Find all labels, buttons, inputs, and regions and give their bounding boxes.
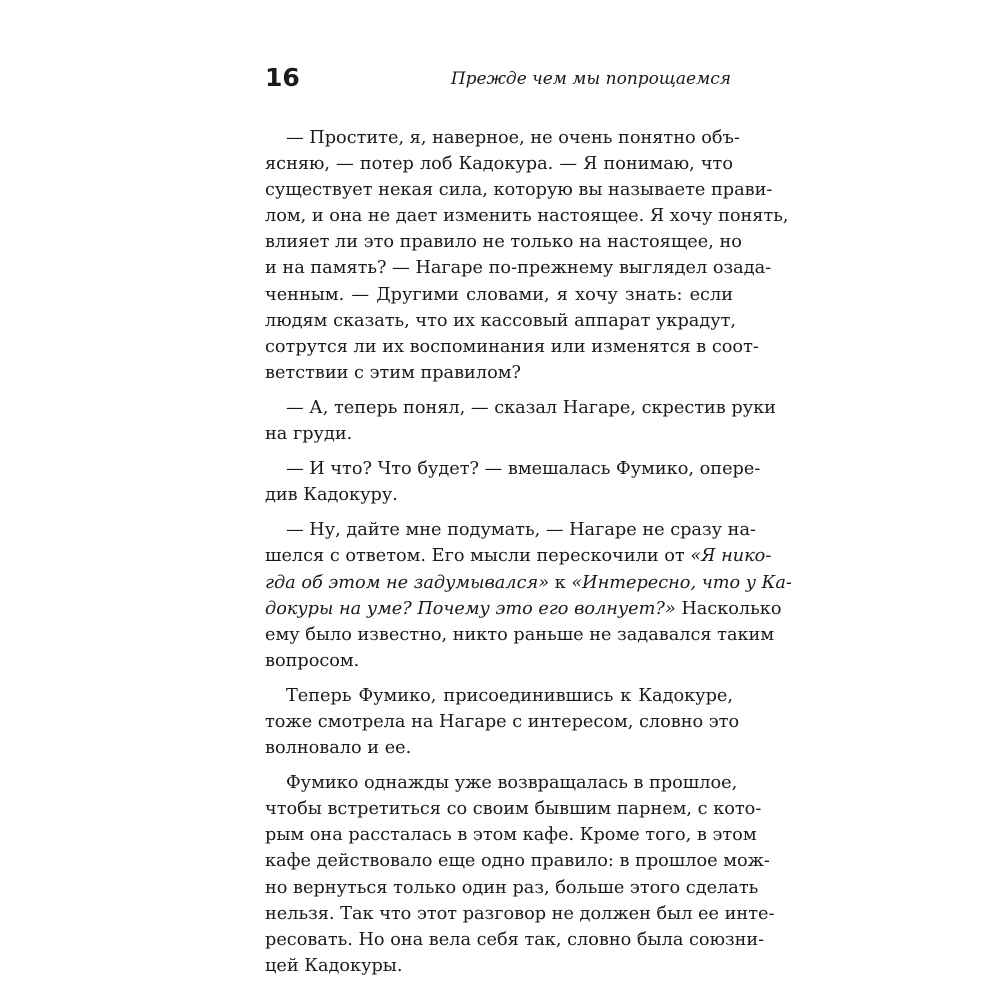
- text-line: нельзя. Так что этот разговор не должен был ее инте-: [265, 903, 775, 924]
- text-line: на груди.: [265, 424, 353, 445]
- text-line: див Кадокуру.: [265, 485, 398, 506]
- text-line: ченным. — Другими словами, я хочу знать: если: [265, 284, 733, 305]
- text-line: тоже смотрела на Нагаре с интересом, словно это: [265, 711, 740, 732]
- text-line: Теперь Фумико, присоединившись к Кадокуре,: [286, 685, 733, 706]
- text-line: [265, 570, 792, 596]
- text-line: кафе действовало еще одно правило: в прошлое мож-: [265, 851, 770, 872]
- italic-quote: докуры на уме? Почему это его волнует?»: [265, 598, 676, 619]
- paragraph: [265, 395, 776, 447]
- text-segment: к: [549, 572, 572, 593]
- text-line: волновало и ее.: [265, 738, 412, 759]
- page-number: 16: [265, 63, 300, 92]
- italic-quote: «Я нико-: [690, 546, 772, 567]
- text-line: ему было известно, никто раньше не задавался таким: [265, 624, 775, 645]
- text-line: ветствии с этим правилом?: [265, 362, 521, 383]
- text-line: и на память? — Нагаре по-прежнему выглядел озада-: [265, 258, 772, 279]
- text-line: — А, теперь понял, — сказал Нагаре, скрестив руки: [286, 397, 776, 418]
- text-segment: шелся с ответом. Его мысли перескочили от: [265, 546, 691, 567]
- italic-quote: гда об этом не задумывался»: [265, 572, 550, 593]
- text-line: сотрутся ли их воспоминания или изменятся в соот-: [265, 336, 759, 357]
- text-segment: Насколько: [675, 598, 782, 619]
- text-line: [265, 596, 782, 622]
- text-line: рым она рассталась в этом кафе. Кроме того, в этом: [265, 825, 757, 846]
- italic-quote: «Интересно, что у Ка-: [571, 572, 792, 593]
- text-line: — И что? Что будет? — вмешалась Фумико, опере-: [286, 459, 761, 480]
- text-line: — Ну, дайте мне подумать, — Нагаре не сразу на-: [286, 520, 756, 541]
- text-line: но вернуться только один раз, больше этого сделать: [265, 877, 759, 898]
- text-line: лом, и она не дает изменить настоящее. Я хочу понять,: [265, 206, 789, 227]
- text-line: цей Кадокуры.: [265, 955, 403, 976]
- text-line: существует некая сила, которую вы называете прави-: [265, 180, 773, 201]
- paragraph: [265, 456, 761, 508]
- text-line: вопросом.: [265, 650, 360, 671]
- text-line: [265, 543, 772, 569]
- text-line: ясняю, — потер лоб Кадокура. — Я понимаю, что: [265, 154, 733, 175]
- text-line: чтобы встретиться со своим бывшим парнем, с кото-: [265, 799, 762, 820]
- text-line: Фумико однажды уже возвращалась в прошлое,: [286, 773, 738, 794]
- paragraph: [265, 125, 789, 386]
- paragraph: [265, 770, 775, 979]
- text-line: влияет ли это правило не только на настоящее, но: [265, 232, 742, 253]
- text-line: ресовать. Но она вела себя так, словно была союзни-: [265, 929, 765, 950]
- body-text: [265, 125, 792, 988]
- paragraph: [265, 517, 792, 674]
- paragraph: [265, 683, 740, 761]
- text-line: людям сказать, что их кассовый аппарат украдут,: [265, 310, 737, 331]
- running-title: Прежде чем мы попрощаемся: [450, 69, 731, 89]
- text-line: — Простите, я, наверное, не очень понятно объ-: [286, 128, 740, 148]
